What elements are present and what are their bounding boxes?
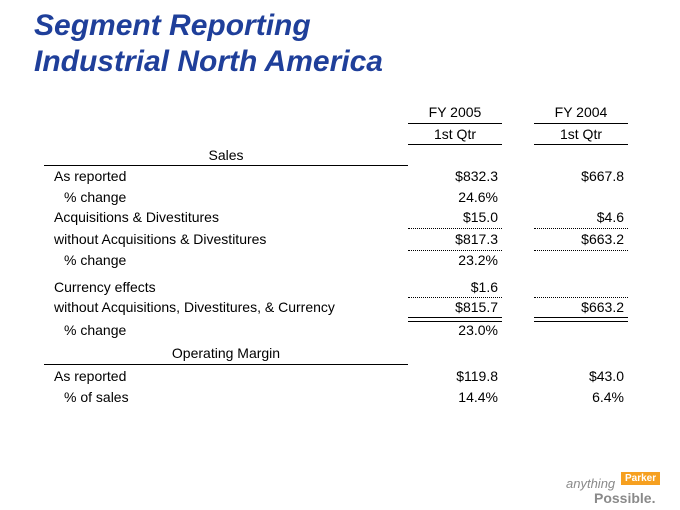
logo-brand-badge: Parker — [621, 472, 660, 485]
row-value-2005: 23.0% — [458, 322, 498, 338]
title-line-1: Segment Reporting — [34, 9, 311, 42]
column-header-fy2005: FY 2005 — [428, 104, 482, 120]
row-value-2005: 14.4% — [458, 389, 498, 405]
row-label: % change — [64, 322, 127, 338]
subtotal-under-rule-2005 — [408, 250, 502, 251]
row-value-2005: $832.3 — [455, 168, 498, 184]
parker-logo — [566, 470, 676, 506]
section-sales-rule — [44, 165, 408, 166]
subheader-rule-2005 — [408, 144, 502, 145]
row-label: Currency effects — [54, 279, 156, 295]
row-label: without Acquisitions, Divestitures, & Currency — [54, 299, 335, 315]
header-rule-2004 — [534, 123, 628, 124]
subtotal-rule-2004 — [534, 228, 628, 229]
row-value-2004: 6.4% — [592, 389, 624, 405]
table-row — [0, 368, 680, 388]
row-label: % change — [64, 252, 127, 268]
row-label: without Acquisitions & Divestitures — [54, 231, 267, 247]
row-value-2005: $119.8 — [456, 368, 498, 384]
subtotal-under-rule-2004 — [534, 250, 628, 251]
table-row — [0, 189, 680, 209]
table-row — [0, 279, 680, 299]
column-header-fy2004: FY 2004 — [554, 104, 608, 120]
header-rule-2005 — [408, 123, 502, 124]
row-value-2004: $667.8 — [581, 168, 624, 184]
row-value-2005: 24.6% — [458, 189, 498, 205]
total-rule-2005 — [408, 297, 502, 298]
row-value-2005: $817.3 — [455, 231, 498, 247]
logo-anything-text: anything — [566, 476, 616, 491]
row-label: Acquisitions & Divestitures — [54, 209, 219, 225]
logo-possible-text: Possible. — [594, 490, 656, 506]
table-row — [0, 389, 680, 409]
row-value-2005: $815.7 — [455, 299, 498, 315]
row-value-2005: 23.2% — [458, 252, 498, 268]
table-row — [0, 322, 680, 342]
row-value-2004: $663.2 — [581, 231, 624, 247]
column-subheader-2005: 1st Qtr — [433, 126, 476, 142]
section-operating-margin: Operating Margin — [171, 345, 281, 361]
table-row — [0, 252, 680, 272]
table-row — [0, 231, 680, 251]
column-subheader-2004: 1st Qtr — [559, 126, 602, 142]
table-row — [0, 168, 680, 188]
subheader-rule-2004 — [534, 144, 628, 145]
table-row — [0, 299, 680, 319]
subtotal-rule-2005 — [408, 228, 502, 229]
row-value-2004: $43.0 — [588, 368, 624, 384]
row-label: As reported — [54, 368, 127, 384]
row-value-2004: $663.2 — [581, 299, 624, 315]
section-sales: Sales — [208, 147, 244, 163]
row-value-2005: $1.6 — [470, 279, 498, 295]
total-rule-2004 — [534, 297, 628, 298]
table-row — [0, 209, 680, 229]
row-label: % change — [64, 189, 127, 205]
row-value-2005: $15.0 — [462, 209, 498, 225]
section-operating-margin-rule — [44, 364, 408, 365]
row-label: % of sales — [64, 389, 129, 405]
row-value-2004: $4.6 — [596, 209, 624, 225]
row-label: As reported — [54, 168, 127, 184]
slide-title — [34, 8, 383, 80]
title-line-2: Industrial North America — [34, 45, 383, 78]
